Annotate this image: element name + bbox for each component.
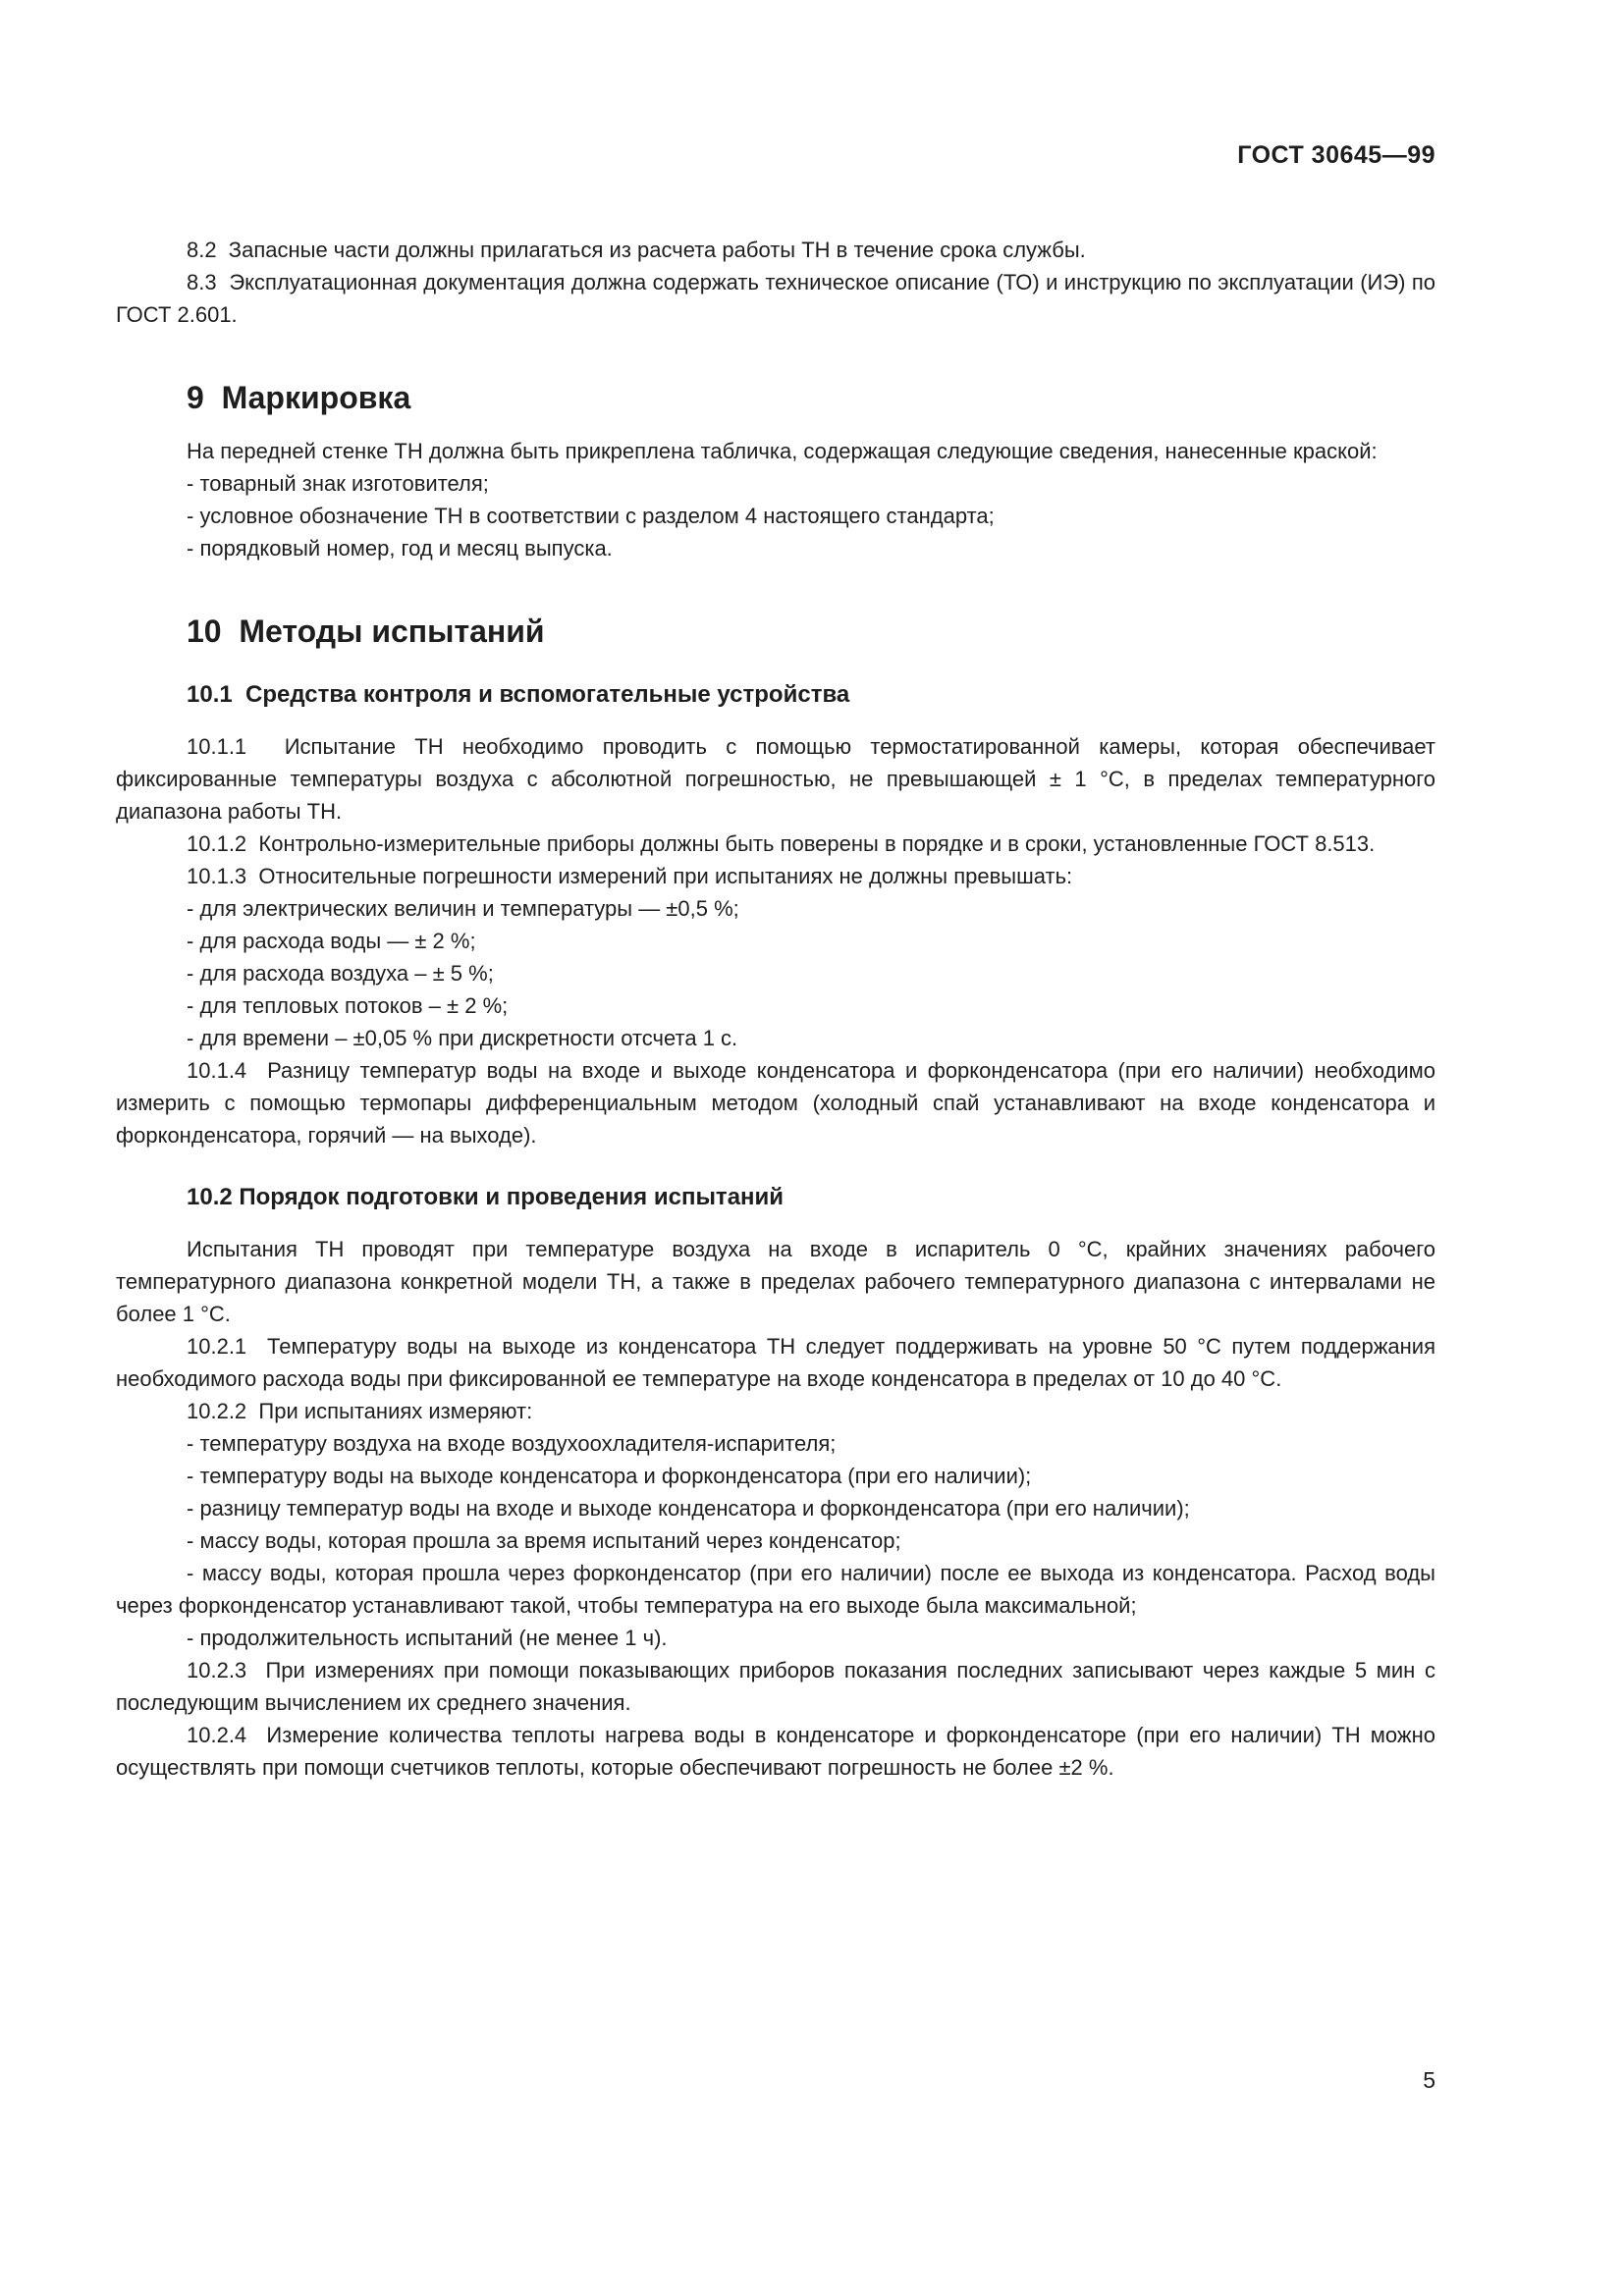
paragraph: 10.2.3 При измерениях при помощи показывающих приборов показания последних записывают через каждые 5 мин с последующим вычислением их среднего значения. <box>116 1658 1435 1715</box>
list-item: - порядковый номер, год и месяц выпуска. <box>187 536 613 561</box>
paragraph: На передней стенке ТН должна быть прикреплена табличка, содержащая следующие сведения, нанесенные краской: <box>187 439 1378 463</box>
paragraph: 8.2 Запасные части должны прилагаться из расчета работы ТН в течение срока службы. <box>187 238 1086 262</box>
document-content <box>116 234 1435 1784</box>
document-header <box>116 141 1435 170</box>
section-heading: 10 Методы испытаний <box>187 614 545 649</box>
paragraph: Испытания ТН проводят при температуре воздуха на входе в испаритель 0 °С, крайних значениях рабочего температурного диапазона конкретной модели ТН, а также в пределах рабочего температурного диапазона с интервалами не более 1 °С. <box>116 1237 1435 1326</box>
list-item: - для тепловых потоков – ± 2 %; <box>187 993 509 1018</box>
list-item: - массу воды, которая прошла через форконденсатор (при его наличии) после ее выхода из конденсатора. Расход воды через форконденсатор устанавливают такой, чтобы температура на его выходе была максимальной; <box>116 1561 1435 1618</box>
paragraph: 10.1.3 Относительные погрешности измерений при испытаниях не должны превышать: <box>187 864 1073 888</box>
list-item: - условное обозначение ТН в соответствии с разделом 4 настоящего стандарта; <box>187 504 995 528</box>
list-item: - товарный знак изготовителя; <box>187 471 489 496</box>
list-item: - температуру воды на выходе конденсатора и форконденсатора (при его наличии); <box>187 1464 1032 1488</box>
standard-number: ГОСТ 30645—99 <box>1237 141 1435 169</box>
paragraph: 10.1.2 Контрольно-измерительные приборы должны быть поверены в порядке и в сроки, установленные ГОСТ 8.513. <box>187 831 1376 856</box>
list-item: - температуру воздуха на входе воздухоохладителя-испарителя; <box>187 1431 837 1456</box>
subsection-heading: 10.2 Порядок подготовки и проведения испытаний <box>187 1184 785 1210</box>
paragraph: 8.3 Эксплуатационная документация должна содержать техническое описание (ТО) и инструкцию по эксплуатации (ИЭ) по ГОСТ 2.601. <box>116 270 1435 327</box>
subsection-heading: 10.1 Средства контроля и вспомогательные устройства <box>187 681 850 708</box>
list-item: - для расхода воздуха – ± 5 %; <box>187 961 494 986</box>
paragraph: 10.2.1 Температуру воды на выходе из конденсатора ТН следует поддерживать на уровне 50 °С путем поддержания необходимого расхода воды при фиксированной ее температуре на входе конденсатора в пределах от 10 до 40 °С. <box>116 1334 1435 1391</box>
paragraph: 10.1.1 Испытание ТН необходимо проводить с помощью термостатированной камеры, которая обеспечивает фиксированные температуры воздуха с абсолютной погрешностью, не превышающей ± 1 °С, в пределах температурного диапазона работы ТН. <box>116 734 1435 824</box>
paragraph: 10.2.4 Измерение количества теплоты нагрева воды в конденсаторе и форконденсаторе (при его наличии) ТН можно осуществлять при помощи счетчиков теплоты, которые обеспечивают погрешность не более ±2 %. <box>116 1723 1435 1780</box>
list-item: - разницу температур воды на входе и выходе конденсатора и форконденсатора (при его наличии); <box>187 1496 1190 1521</box>
list-item: - массу воды, которая прошла за время испытаний через конденсатор; <box>187 1528 901 1553</box>
list-item: - для времени – ±0,05 % при дискретности отсчета 1 с. <box>187 1026 738 1050</box>
section-heading: 9 Маркировка <box>187 380 411 415</box>
paragraph: 10.2.2 При испытаниях измеряют: <box>187 1399 533 1423</box>
page-number: 5 <box>1423 2067 1435 2093</box>
paragraph: 10.1.4 Разницу температур воды на входе и выходе конденсатора и форконденсатора (при его наличии) необходимо измерить с помощью термопары дифференциальным методом (холодный спай устанавливают на входе конденсатора и форконденсатора, горячий — на выходе). <box>116 1058 1435 1148</box>
list-item: - продолжительность испытаний (не менее 1 ч). <box>187 1626 668 1650</box>
list-item: - для расхода воды — ± 2 %; <box>187 929 476 953</box>
list-item: - для электрических величин и температуры — ±0,5 %; <box>187 896 739 921</box>
